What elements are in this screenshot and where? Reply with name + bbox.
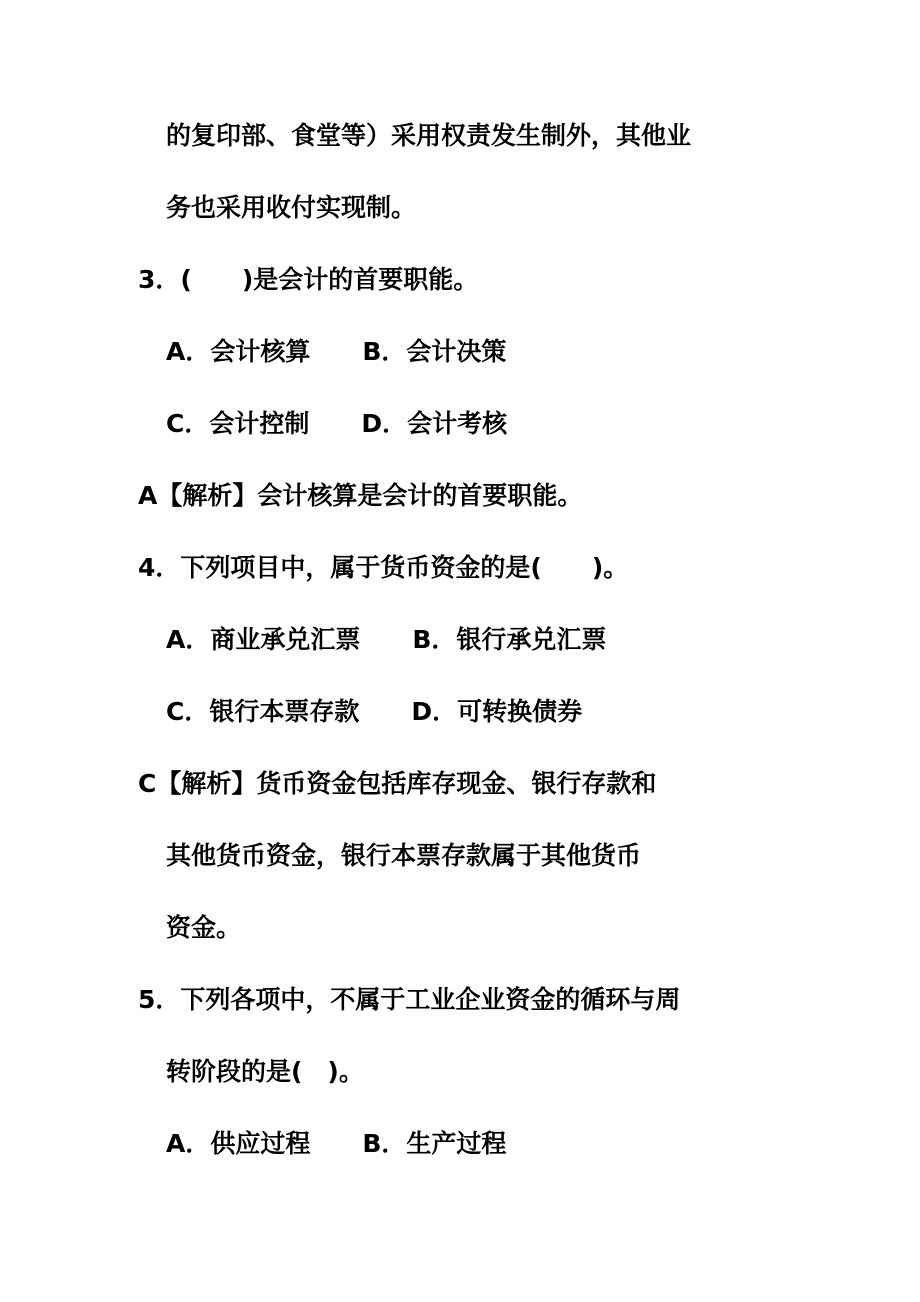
question-5-continued: 转阶段的是( )。 <box>166 1057 364 1086</box>
option-d: D．会计考核 <box>361 409 508 438</box>
question-5-options-row-1 <box>166 1129 506 1159</box>
text-line-continuation: 务也采用收付实现制。 <box>166 193 417 222</box>
question-4-options-row-2 <box>166 697 582 727</box>
question-4-answer-continued: 资金。 <box>166 913 242 942</box>
question-4: 4．下列项目中，属于货币资金的是( )。 <box>138 553 629 582</box>
question-4-answer: C【解析】货币资金包括库存现金、银行存款和 <box>138 769 657 798</box>
option-d: D．可转换债券 <box>411 697 583 726</box>
option-c: C．银行本票存款 <box>166 697 360 726</box>
option-a: A．会计核算 <box>166 337 311 366</box>
question-3: 3．( )是会计的首要职能。 <box>138 265 479 294</box>
question-5: 5．下列各项中，不属于工业企业资金的循环与周 <box>138 985 681 1014</box>
question-4-answer-continued: 其他货币资金，银行本票存款属于其他货币 <box>166 841 642 870</box>
option-a: A．供应过程 <box>166 1129 311 1158</box>
question-3-options-row-2 <box>166 409 507 439</box>
option-c: C．会计控制 <box>166 409 310 438</box>
option-b: B．生产过程 <box>362 1129 507 1158</box>
text-line-continuation: 的复印部、食堂等）采用权责发生制外，其他业 <box>166 121 692 150</box>
option-b: B．会计决策 <box>362 337 507 366</box>
option-a: A．商业承兑汇票 <box>166 625 361 654</box>
question-4-options-row-1 <box>166 625 606 655</box>
option-b: B．银行承兑汇票 <box>412 625 607 654</box>
question-3-options-row-1 <box>166 337 506 367</box>
question-3-answer: A【解析】会计核算是会计的首要职能。 <box>138 481 583 510</box>
